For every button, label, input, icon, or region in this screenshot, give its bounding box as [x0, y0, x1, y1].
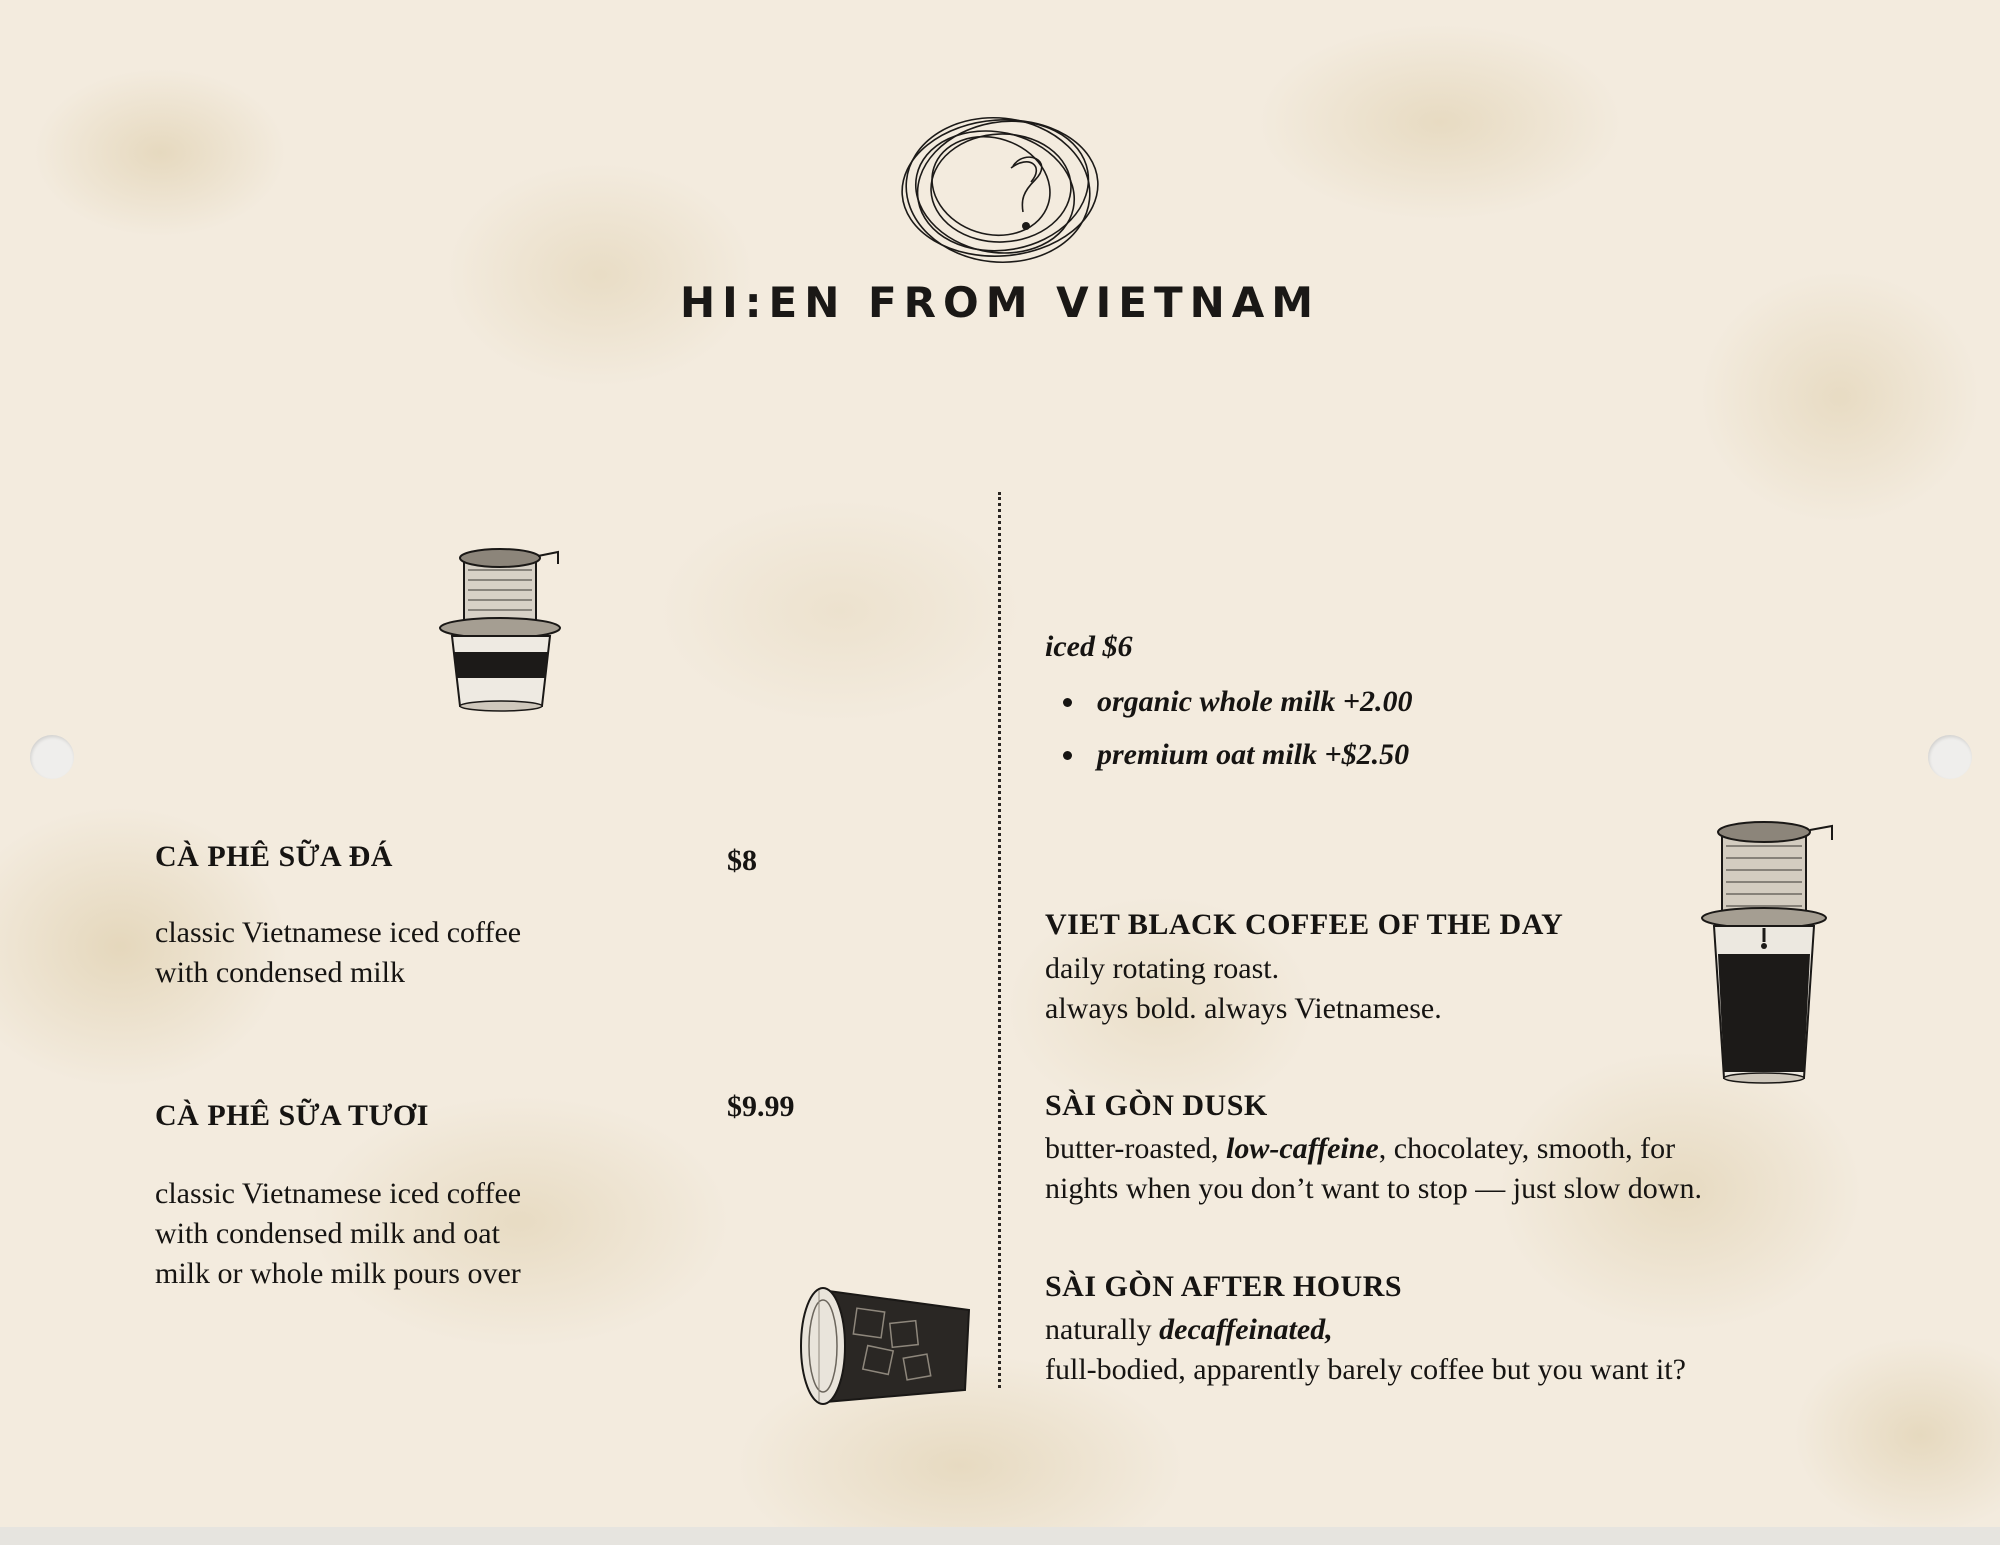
- item-description: [1045, 1310, 1686, 1390]
- description-line: daily rotating roast.: [1045, 952, 1280, 985]
- description-line: classic Vietnamese iced coffee: [155, 1177, 522, 1210]
- description-line: [1045, 1310, 1686, 1350]
- description-line: [1045, 1129, 1702, 1169]
- column-divider: [998, 492, 1001, 1388]
- item-description: [155, 1174, 635, 1294]
- addon-item: [1045, 735, 1412, 788]
- description-line: nights when you don’t want to stop — just slow down.: [1045, 1172, 1702, 1205]
- item-name: SÀI GÒN DUSK: [1045, 1089, 1268, 1122]
- description-text: butter-roasted,: [1045, 1132, 1226, 1165]
- item-price: $9.99: [727, 1090, 795, 1123]
- binder-hole-right: [1928, 735, 1972, 779]
- description-text: , chocolatey, smooth, for: [1378, 1132, 1676, 1165]
- bullet-icon: [1063, 698, 1072, 707]
- phin-filter-glass-icon: [1700, 818, 1846, 1086]
- item-name: CÀ PHÊ SỮA ĐÁ: [155, 840, 393, 873]
- description-text: naturally: [1045, 1313, 1160, 1346]
- bullet-icon: [1063, 751, 1072, 760]
- addon-label: organic whole milk +2.00: [1097, 685, 1413, 718]
- description-line: milk or whole milk pours over: [155, 1257, 521, 1290]
- phin-filter-cup-icon: [438, 544, 574, 714]
- brand-title: HI:EN FROM VIETNAM: [679, 278, 1321, 327]
- iced-coffee-cup-icon: [795, 1270, 985, 1410]
- description-line: with condensed milk: [155, 956, 405, 989]
- addon-label: premium oat milk +$2.50: [1097, 738, 1410, 771]
- description-line: always bold. always Vietnamese.: [1045, 992, 1442, 1025]
- scribble-circle-logo: [895, 108, 1105, 268]
- iced-price-label: iced $6: [1045, 630, 1133, 663]
- item-name: VIET BLACK COFFEE OF THE DAY: [1045, 908, 1564, 941]
- description-line: classic Vietnamese iced coffee: [155, 916, 522, 949]
- addon-list: [1045, 682, 1412, 788]
- item-name: CÀ PHÊ SỮA TƯƠI: [155, 1099, 429, 1132]
- item-description: [155, 913, 635, 993]
- addon-item: [1045, 682, 1412, 735]
- emphasis-text: decaffeinated,: [1159, 1313, 1333, 1346]
- item-description: [1045, 1129, 1702, 1209]
- item-description: [1045, 949, 1442, 1029]
- item-name: SÀI GÒN AFTER HOURS: [1045, 1270, 1403, 1303]
- emphasis-text: low-caffeine: [1226, 1132, 1379, 1165]
- description-line: with condensed milk and oat: [155, 1217, 500, 1250]
- item-price: $8: [727, 844, 757, 877]
- binder-hole-left: [30, 735, 74, 779]
- description-line: full-bodied, apparently barely coffee but you want it?: [1045, 1353, 1686, 1386]
